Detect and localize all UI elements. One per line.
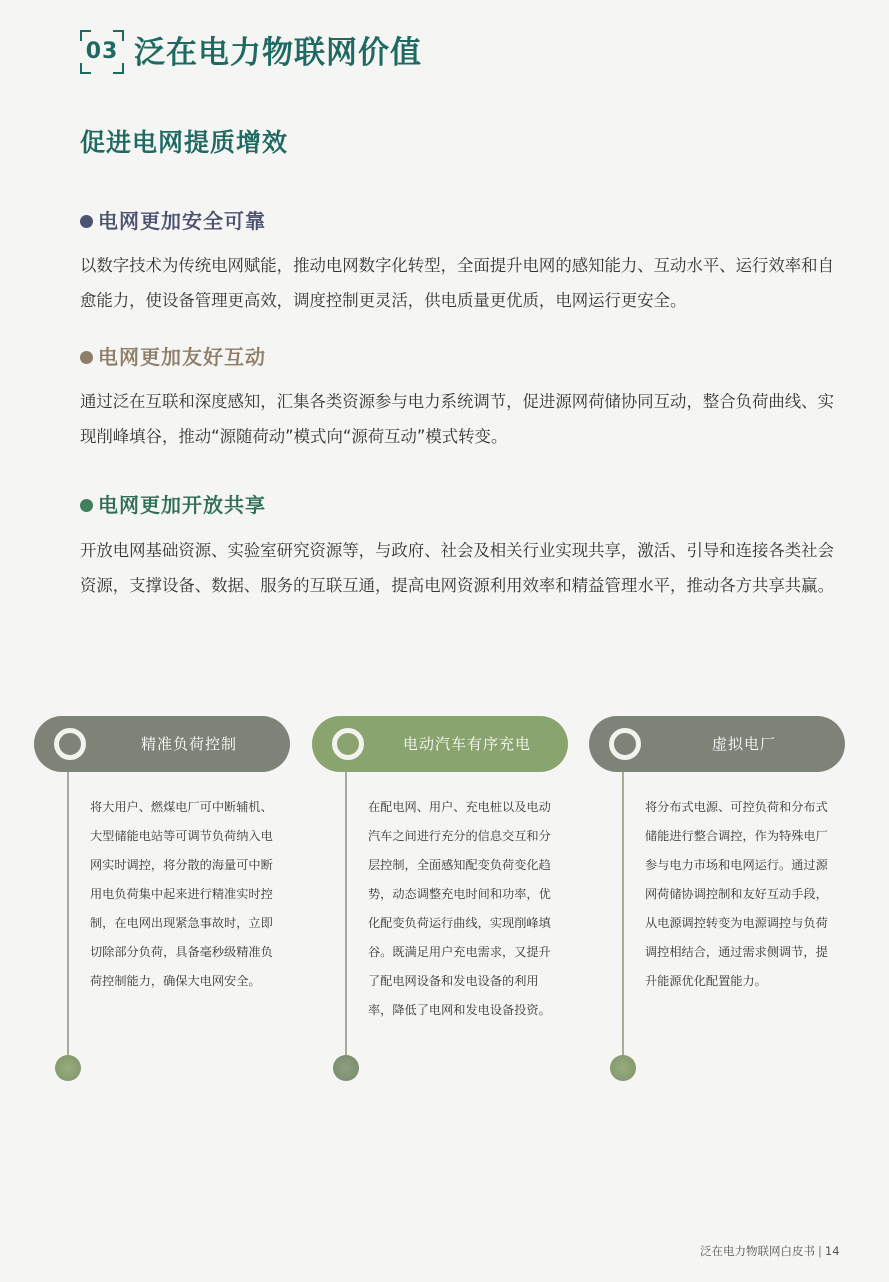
card-timeline-line	[67, 772, 69, 1058]
card-end-dot-icon	[333, 1055, 359, 1081]
bullet-dot-icon	[80, 499, 93, 512]
subsection-body-reliable: 以数字技术为传统电网赋能，推动电网数字化转型，全面提升电网的感知能力、互动水平、运行效率和自愈能力，使设备管理更高效，调度控制更灵活，供电质量更优质，电网运行更安全。	[80, 256, 834, 310]
chapter-title: 泛在电力物联网价值	[134, 35, 422, 71]
card-text: 在配电网、用户、充电桩以及电动汽车之间进行充分的信息交互和分层控制，全面感知配变负荷变化趋势，动态调整充电时间和功率，优化配变负荷运行曲线，实现削峰填谷。既满足用户充电需求，又提升了配电网设备和发电设备的利用率，降低了电网和发电设备投资。	[368, 800, 551, 1017]
card-label: 电动汽车有序充电	[402, 735, 531, 753]
bullet-dot-icon	[80, 351, 93, 364]
card-text: 将大用户、燃煤电厂可中断辅机、大型储能电站等可调节负荷纳入电网实时调控，将分散的海量可中断用电负荷集中起来进行精准实时控制，在电网出现紧急事故时，立即切除部分负荷，具备毫秒级精准负荷控制能力，确保大电网安全。	[90, 800, 273, 988]
circle-icon	[332, 728, 364, 760]
card-end-dot-icon	[610, 1055, 636, 1081]
subsection-title: 电网更加开放共享	[98, 493, 266, 517]
subsection-heading-interactive	[80, 342, 266, 372]
card-label: 精准负荷控制	[140, 735, 237, 753]
subsection-heading-reliable	[80, 206, 266, 236]
card-header-ev-charging	[312, 716, 568, 772]
card-timeline-line	[622, 772, 624, 1058]
chapter-number: 03	[85, 39, 119, 64]
subsection-title: 电网更加安全可靠	[98, 209, 266, 233]
subsection-heading-open	[80, 490, 266, 520]
card-header-virtual-plant	[589, 716, 845, 772]
section-title: 促进电网提质增效	[80, 128, 289, 157]
card-label: 虚拟电厂	[711, 735, 776, 753]
chapter-number-box	[80, 30, 124, 74]
page-footer	[700, 1243, 840, 1259]
card-text: 将分布式电源、可控负荷和分布式储能进行整合调控，作为特殊电厂参与电力市场和电网运行。通过源网荷储协调控制和友好互动手段，从电源调控转变为电源调控与负荷调控相结合，通过需求侧调节，提升能源优化配置能力。	[645, 800, 828, 988]
subsection-body-interactive: 通过泛在互联和深度感知，汇集各类资源参与电力系统调节，促进源网荷储协同互动，整合负荷曲线、实现削峰填谷，推动“源随荷动”模式向“源荷互动”模式转变。	[80, 392, 834, 446]
page-number: 14	[824, 1244, 840, 1258]
circle-icon	[609, 728, 641, 760]
card-timeline-line	[345, 772, 347, 1058]
subsection-body-open: 开放电网基础资源、实验室研究资源等，与政府、社会及相关行业实现共享，激活、引导和连接各类社会资源，支撑设备、数据、服务的互联互通，提高电网资源利用效率和精益管理水平，推动各方共享共赢。	[80, 541, 834, 595]
subsection-title: 电网更加友好互动	[98, 345, 266, 369]
bullet-dot-icon	[80, 215, 93, 228]
card-header-load-control	[34, 716, 290, 772]
circle-icon	[54, 728, 86, 760]
footer-separator: |	[818, 1244, 822, 1258]
card-end-dot-icon	[55, 1055, 81, 1081]
footer-doc-title: 泛在电力物联网白皮书	[700, 1244, 815, 1258]
